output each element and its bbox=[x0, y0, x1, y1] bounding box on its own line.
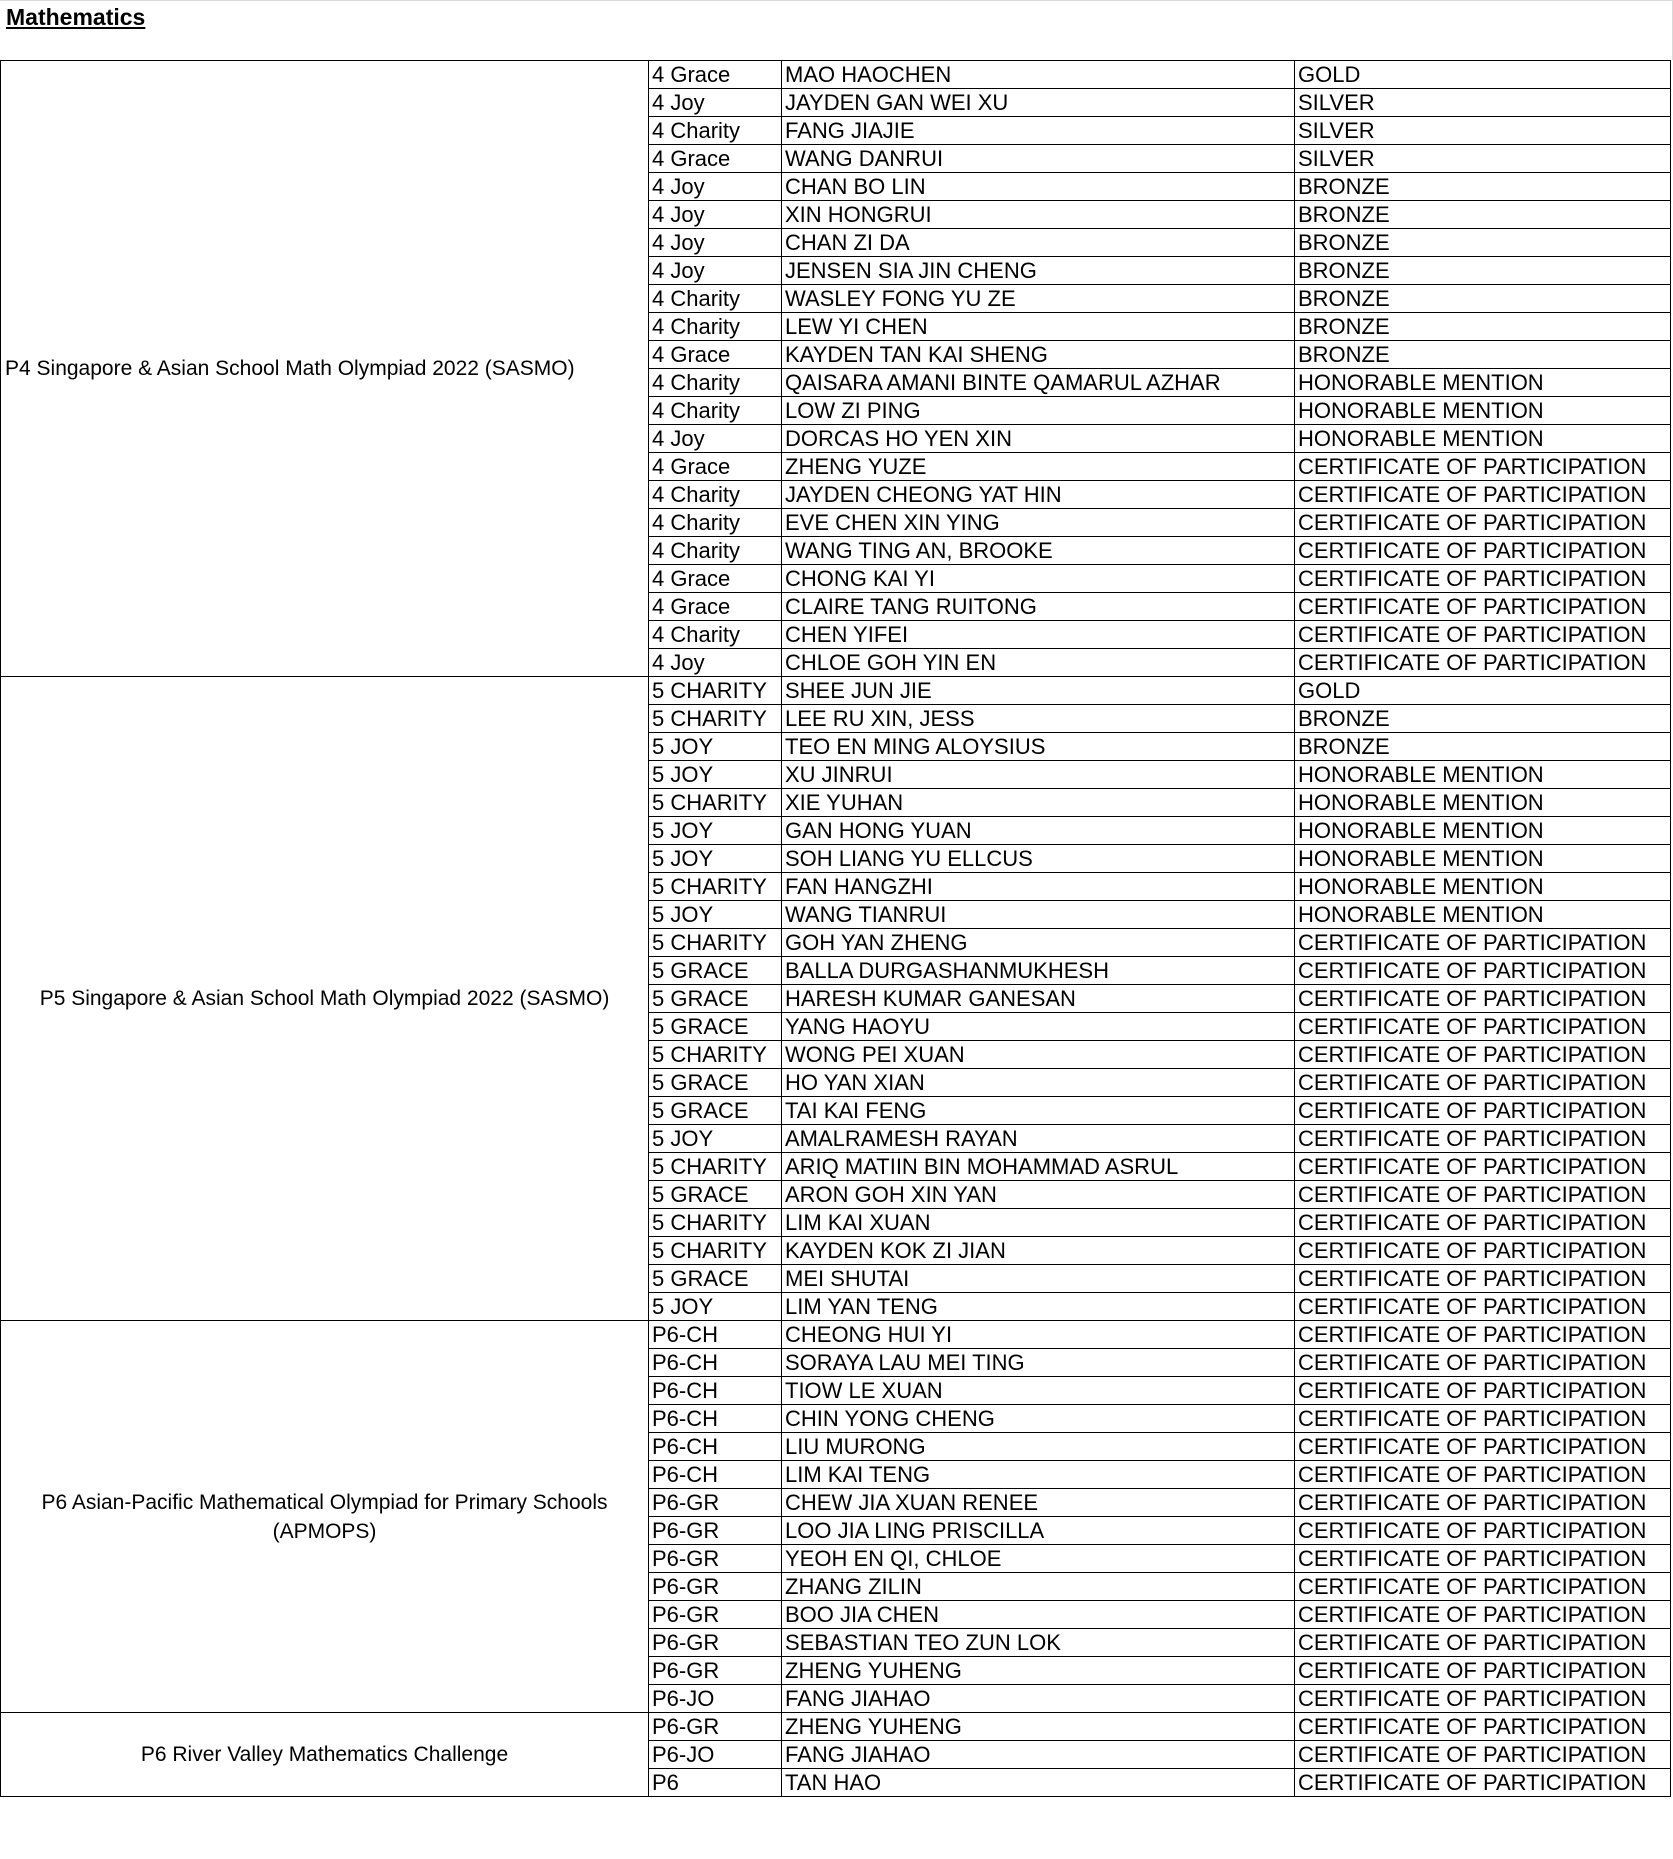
student-name-cell: TAN HAO bbox=[782, 1769, 1295, 1797]
student-name-cell: CHLOE GOH YIN EN bbox=[782, 649, 1295, 677]
class-cell: 5 CHARITY bbox=[649, 1153, 782, 1181]
award-cell: CERTIFICATE OF PARTICIPATION bbox=[1295, 1769, 1671, 1797]
class-cell: P6-GR bbox=[649, 1629, 782, 1657]
class-cell: 4 Grace bbox=[649, 145, 782, 173]
class-cell: P6-JO bbox=[649, 1741, 782, 1769]
class-cell: 4 Charity bbox=[649, 621, 782, 649]
award-cell: CERTIFICATE OF PARTICIPATION bbox=[1295, 649, 1671, 677]
award-cell: CERTIFICATE OF PARTICIPATION bbox=[1295, 1405, 1671, 1433]
award-cell: CERTIFICATE OF PARTICIPATION bbox=[1295, 1125, 1671, 1153]
student-name-cell: YEOH EN QI, CHLOE bbox=[782, 1545, 1295, 1573]
class-cell: P6-GR bbox=[649, 1517, 782, 1545]
student-name-cell: FANG JIAHAO bbox=[782, 1685, 1295, 1713]
competition-cell: P6 Asian-Pacific Mathematical Olympiad for Primary Schools (APMOPS) bbox=[1, 1321, 649, 1713]
student-name-cell: TAI KAI FENG bbox=[782, 1097, 1295, 1125]
student-name-cell: GOH YAN ZHENG bbox=[782, 929, 1295, 957]
student-name-cell: MEI SHUTAI bbox=[782, 1265, 1295, 1293]
student-name-cell: SORAYA LAU MEI TING bbox=[782, 1349, 1295, 1377]
class-cell: 4 Charity bbox=[649, 397, 782, 425]
class-cell: P6-JO bbox=[649, 1685, 782, 1713]
award-cell: HONORABLE MENTION bbox=[1295, 873, 1671, 901]
award-cell: CERTIFICATE OF PARTICIPATION bbox=[1295, 453, 1671, 481]
student-name-cell: WANG TIANRUI bbox=[782, 901, 1295, 929]
student-name-cell: LEW YI CHEN bbox=[782, 313, 1295, 341]
class-cell: 4 Joy bbox=[649, 257, 782, 285]
award-cell: CERTIFICATE OF PARTICIPATION bbox=[1295, 1461, 1671, 1489]
award-cell: CERTIFICATE OF PARTICIPATION bbox=[1295, 1517, 1671, 1545]
student-name-cell: FANG JIAHAO bbox=[782, 1741, 1295, 1769]
class-cell: 5 GRACE bbox=[649, 1013, 782, 1041]
student-name-cell: MAO HAOCHEN bbox=[782, 61, 1295, 89]
class-cell: P6-GR bbox=[649, 1657, 782, 1685]
student-name-cell: LIM KAI XUAN bbox=[782, 1209, 1295, 1237]
student-name-cell: SOH LIANG YU ELLCUS bbox=[782, 845, 1295, 873]
award-cell: CERTIFICATE OF PARTICIPATION bbox=[1295, 1489, 1671, 1517]
student-name-cell: CHAN BO LIN bbox=[782, 173, 1295, 201]
student-name-cell: AMALRAMESH RAYAN bbox=[782, 1125, 1295, 1153]
student-name-cell: KAYDEN KOK ZI JIAN bbox=[782, 1237, 1295, 1265]
award-cell: HONORABLE MENTION bbox=[1295, 761, 1671, 789]
award-cell: CERTIFICATE OF PARTICIPATION bbox=[1295, 1545, 1671, 1573]
class-cell: 4 Joy bbox=[649, 89, 782, 117]
award-cell: CERTIFICATE OF PARTICIPATION bbox=[1295, 1629, 1671, 1657]
class-cell: 5 GRACE bbox=[649, 957, 782, 985]
student-name-cell: KAYDEN TAN KAI SHENG bbox=[782, 341, 1295, 369]
class-cell: 5 JOY bbox=[649, 733, 782, 761]
student-name-cell: HARESH KUMAR GANESAN bbox=[782, 985, 1295, 1013]
award-cell: BRONZE bbox=[1295, 705, 1671, 733]
student-name-cell: ZHENG YUZE bbox=[782, 453, 1295, 481]
class-cell: 4 Joy bbox=[649, 649, 782, 677]
student-name-cell: TEO EN MING ALOYSIUS bbox=[782, 733, 1295, 761]
class-cell: P6-CH bbox=[649, 1321, 782, 1349]
student-name-cell: LOW ZI PING bbox=[782, 397, 1295, 425]
class-cell: P6-CH bbox=[649, 1433, 782, 1461]
class-cell: 4 Joy bbox=[649, 201, 782, 229]
class-cell: P6-CH bbox=[649, 1461, 782, 1489]
student-name-cell: EVE CHEN XIN YING bbox=[782, 509, 1295, 537]
student-name-cell: DORCAS HO YEN XIN bbox=[782, 425, 1295, 453]
class-cell: 5 CHARITY bbox=[649, 677, 782, 705]
student-name-cell: WANG TING AN, BROOKE bbox=[782, 537, 1295, 565]
award-cell: CERTIFICATE OF PARTICIPATION bbox=[1295, 1713, 1671, 1741]
award-cell: CERTIFICATE OF PARTICIPATION bbox=[1295, 1041, 1671, 1069]
class-cell: 5 CHARITY bbox=[649, 1237, 782, 1265]
table-row bbox=[1, 677, 1671, 705]
class-cell: P6-GR bbox=[649, 1573, 782, 1601]
class-cell: 4 Charity bbox=[649, 481, 782, 509]
student-name-cell: LIM KAI TENG bbox=[782, 1461, 1295, 1489]
award-cell: CERTIFICATE OF PARTICIPATION bbox=[1295, 1601, 1671, 1629]
class-cell: P6-GR bbox=[649, 1601, 782, 1629]
class-cell: P6-GR bbox=[649, 1713, 782, 1741]
award-cell: CERTIFICATE OF PARTICIPATION bbox=[1295, 1741, 1671, 1769]
student-name-cell: CHEN YIFEI bbox=[782, 621, 1295, 649]
student-name-cell: CHONG KAI YI bbox=[782, 565, 1295, 593]
class-cell: 4 Grace bbox=[649, 593, 782, 621]
student-name-cell: FAN HANGZHI bbox=[782, 873, 1295, 901]
award-cell: CERTIFICATE OF PARTICIPATION bbox=[1295, 1573, 1671, 1601]
class-cell: 5 JOY bbox=[649, 817, 782, 845]
award-cell: SILVER bbox=[1295, 117, 1671, 145]
class-cell: P6-GR bbox=[649, 1489, 782, 1517]
student-name-cell: XIN HONGRUI bbox=[782, 201, 1295, 229]
student-name-cell: LIU MURONG bbox=[782, 1433, 1295, 1461]
student-name-cell: CHIN YONG CHENG bbox=[782, 1405, 1295, 1433]
class-cell: P6-CH bbox=[649, 1349, 782, 1377]
award-cell: HONORABLE MENTION bbox=[1295, 901, 1671, 929]
class-cell: 4 Grace bbox=[649, 61, 782, 89]
class-cell: 5 GRACE bbox=[649, 1181, 782, 1209]
award-cell: HONORABLE MENTION bbox=[1295, 425, 1671, 453]
student-name-cell: WONG PEI XUAN bbox=[782, 1041, 1295, 1069]
award-cell: CERTIFICATE OF PARTICIPATION bbox=[1295, 1013, 1671, 1041]
awards-table-body bbox=[1, 61, 1671, 1797]
class-cell: 5 CHARITY bbox=[649, 1209, 782, 1237]
class-cell: 4 Charity bbox=[649, 313, 782, 341]
sheet-top-border bbox=[0, 0, 1673, 1]
student-name-cell: ZHANG ZILIN bbox=[782, 1573, 1295, 1601]
award-cell: HONORABLE MENTION bbox=[1295, 369, 1671, 397]
student-name-cell: CLAIRE TANG RUITONG bbox=[782, 593, 1295, 621]
table-row bbox=[1, 61, 1671, 89]
awards-table bbox=[0, 60, 1671, 1797]
award-cell: CERTIFICATE OF PARTICIPATION bbox=[1295, 593, 1671, 621]
competition-cell: P6 River Valley Mathematics Challenge bbox=[1, 1713, 649, 1797]
class-cell: 5 CHARITY bbox=[649, 789, 782, 817]
awards-sheet bbox=[0, 60, 1670, 1797]
class-cell: P6 bbox=[649, 1769, 782, 1797]
class-cell: 4 Charity bbox=[649, 117, 782, 145]
competition-cell: P5 Singapore & Asian School Math Olympiad 2022 (SASMO) bbox=[1, 677, 649, 1321]
award-cell: CERTIFICATE OF PARTICIPATION bbox=[1295, 537, 1671, 565]
award-cell: CERTIFICATE OF PARTICIPATION bbox=[1295, 929, 1671, 957]
class-cell: 5 JOY bbox=[649, 901, 782, 929]
table-row bbox=[1, 1713, 1671, 1741]
class-cell: 4 Charity bbox=[649, 285, 782, 313]
award-cell: SILVER bbox=[1295, 145, 1671, 173]
class-cell: 5 CHARITY bbox=[649, 929, 782, 957]
award-cell: GOLD bbox=[1295, 677, 1671, 705]
award-cell: BRONZE bbox=[1295, 229, 1671, 257]
class-cell: 5 CHARITY bbox=[649, 705, 782, 733]
student-name-cell: CHEW JIA XUAN RENEE bbox=[782, 1489, 1295, 1517]
student-name-cell: XIE YUHAN bbox=[782, 789, 1295, 817]
class-cell: P6-GR bbox=[649, 1545, 782, 1573]
student-name-cell: TIOW LE XUAN bbox=[782, 1377, 1295, 1405]
student-name-cell: ZHENG YUHENG bbox=[782, 1657, 1295, 1685]
student-name-cell: LEE RU XIN, JESS bbox=[782, 705, 1295, 733]
award-cell: CERTIFICATE OF PARTICIPATION bbox=[1295, 1349, 1671, 1377]
student-name-cell: CHEONG HUI YI bbox=[782, 1321, 1295, 1349]
award-cell: CERTIFICATE OF PARTICIPATION bbox=[1295, 1657, 1671, 1685]
class-cell: 5 JOY bbox=[649, 1125, 782, 1153]
class-cell: 4 Grace bbox=[649, 341, 782, 369]
award-cell: BRONZE bbox=[1295, 313, 1671, 341]
table-row bbox=[1, 1321, 1671, 1349]
award-cell: CERTIFICATE OF PARTICIPATION bbox=[1295, 1097, 1671, 1125]
award-cell: CERTIFICATE OF PARTICIPATION bbox=[1295, 957, 1671, 985]
award-cell: BRONZE bbox=[1295, 173, 1671, 201]
award-cell: CERTIFICATE OF PARTICIPATION bbox=[1295, 1433, 1671, 1461]
class-cell: 5 CHARITY bbox=[649, 1041, 782, 1069]
class-cell: 4 Joy bbox=[649, 173, 782, 201]
student-name-cell: WANG DANRUI bbox=[782, 145, 1295, 173]
award-cell: HONORABLE MENTION bbox=[1295, 397, 1671, 425]
award-cell: CERTIFICATE OF PARTICIPATION bbox=[1295, 621, 1671, 649]
award-cell: CERTIFICATE OF PARTICIPATION bbox=[1295, 565, 1671, 593]
competition-cell: P4 Singapore & Asian School Math Olympiad 2022 (SASMO) bbox=[1, 61, 649, 677]
award-cell: BRONZE bbox=[1295, 201, 1671, 229]
class-cell: 5 GRACE bbox=[649, 1069, 782, 1097]
class-cell: 5 GRACE bbox=[649, 985, 782, 1013]
award-cell: CERTIFICATE OF PARTICIPATION bbox=[1295, 1293, 1671, 1321]
class-cell: 5 JOY bbox=[649, 845, 782, 873]
award-cell: HONORABLE MENTION bbox=[1295, 789, 1671, 817]
student-name-cell: WASLEY FONG YU ZE bbox=[782, 285, 1295, 313]
student-name-cell: YANG HAOYU bbox=[782, 1013, 1295, 1041]
student-name-cell: JAYDEN CHEONG YAT HIN bbox=[782, 481, 1295, 509]
student-name-cell: FANG JIAJIE bbox=[782, 117, 1295, 145]
award-cell: BRONZE bbox=[1295, 285, 1671, 313]
student-name-cell: ARIQ MATIIN BIN MOHAMMAD ASRUL bbox=[782, 1153, 1295, 1181]
class-cell: P6-CH bbox=[649, 1405, 782, 1433]
class-cell: 4 Grace bbox=[649, 565, 782, 593]
class-cell: 5 GRACE bbox=[649, 1265, 782, 1293]
award-cell: CERTIFICATE OF PARTICIPATION bbox=[1295, 985, 1671, 1013]
award-cell: BRONZE bbox=[1295, 341, 1671, 369]
class-cell: 4 Charity bbox=[649, 369, 782, 397]
student-name-cell: GAN HONG YUAN bbox=[782, 817, 1295, 845]
award-cell: BRONZE bbox=[1295, 257, 1671, 285]
class-cell: 5 GRACE bbox=[649, 1097, 782, 1125]
class-cell: P6-CH bbox=[649, 1377, 782, 1405]
class-cell: 4 Joy bbox=[649, 425, 782, 453]
student-name-cell: SEBASTIAN TEO ZUN LOK bbox=[782, 1629, 1295, 1657]
student-name-cell: SHEE JUN JIE bbox=[782, 677, 1295, 705]
award-cell: CERTIFICATE OF PARTICIPATION bbox=[1295, 1321, 1671, 1349]
student-name-cell: ARON GOH XIN YAN bbox=[782, 1181, 1295, 1209]
award-cell: CERTIFICATE OF PARTICIPATION bbox=[1295, 1265, 1671, 1293]
award-cell: SILVER bbox=[1295, 89, 1671, 117]
student-name-cell: CHAN ZI DA bbox=[782, 229, 1295, 257]
award-cell: CERTIFICATE OF PARTICIPATION bbox=[1295, 1209, 1671, 1237]
student-name-cell: BALLA DURGASHANMUKHESH bbox=[782, 957, 1295, 985]
class-cell: 5 JOY bbox=[649, 761, 782, 789]
student-name-cell: JAYDEN GAN WEI XU bbox=[782, 89, 1295, 117]
award-cell: CERTIFICATE OF PARTICIPATION bbox=[1295, 1181, 1671, 1209]
award-cell: CERTIFICATE OF PARTICIPATION bbox=[1295, 1153, 1671, 1181]
class-cell: 4 Grace bbox=[649, 453, 782, 481]
award-cell: HONORABLE MENTION bbox=[1295, 845, 1671, 873]
award-cell: HONORABLE MENTION bbox=[1295, 817, 1671, 845]
award-cell: GOLD bbox=[1295, 61, 1671, 89]
award-cell: CERTIFICATE OF PARTICIPATION bbox=[1295, 1685, 1671, 1713]
award-cell: CERTIFICATE OF PARTICIPATION bbox=[1295, 481, 1671, 509]
class-cell: 5 JOY bbox=[649, 1293, 782, 1321]
award-cell: BRONZE bbox=[1295, 733, 1671, 761]
award-cell: CERTIFICATE OF PARTICIPATION bbox=[1295, 1069, 1671, 1097]
student-name-cell: LIM YAN TENG bbox=[782, 1293, 1295, 1321]
student-name-cell: XU JINRUI bbox=[782, 761, 1295, 789]
student-name-cell: ZHENG YUHENG bbox=[782, 1713, 1295, 1741]
student-name-cell: BOO JIA CHEN bbox=[782, 1601, 1295, 1629]
award-cell: CERTIFICATE OF PARTICIPATION bbox=[1295, 509, 1671, 537]
student-name-cell: HO YAN XIAN bbox=[782, 1069, 1295, 1097]
student-name-cell: LOO JIA LING PRISCILLA bbox=[782, 1517, 1295, 1545]
class-cell: 5 CHARITY bbox=[649, 873, 782, 901]
section-heading: Mathematics bbox=[6, 4, 146, 30]
award-cell: CERTIFICATE OF PARTICIPATION bbox=[1295, 1377, 1671, 1405]
student-name-cell: QAISARA AMANI BINTE QAMARUL AZHAR bbox=[782, 369, 1295, 397]
class-cell: 4 Charity bbox=[649, 509, 782, 537]
award-cell: CERTIFICATE OF PARTICIPATION bbox=[1295, 1237, 1671, 1265]
class-cell: 4 Joy bbox=[649, 229, 782, 257]
student-name-cell: JENSEN SIA JIN CHENG bbox=[782, 257, 1295, 285]
class-cell: 4 Charity bbox=[649, 537, 782, 565]
